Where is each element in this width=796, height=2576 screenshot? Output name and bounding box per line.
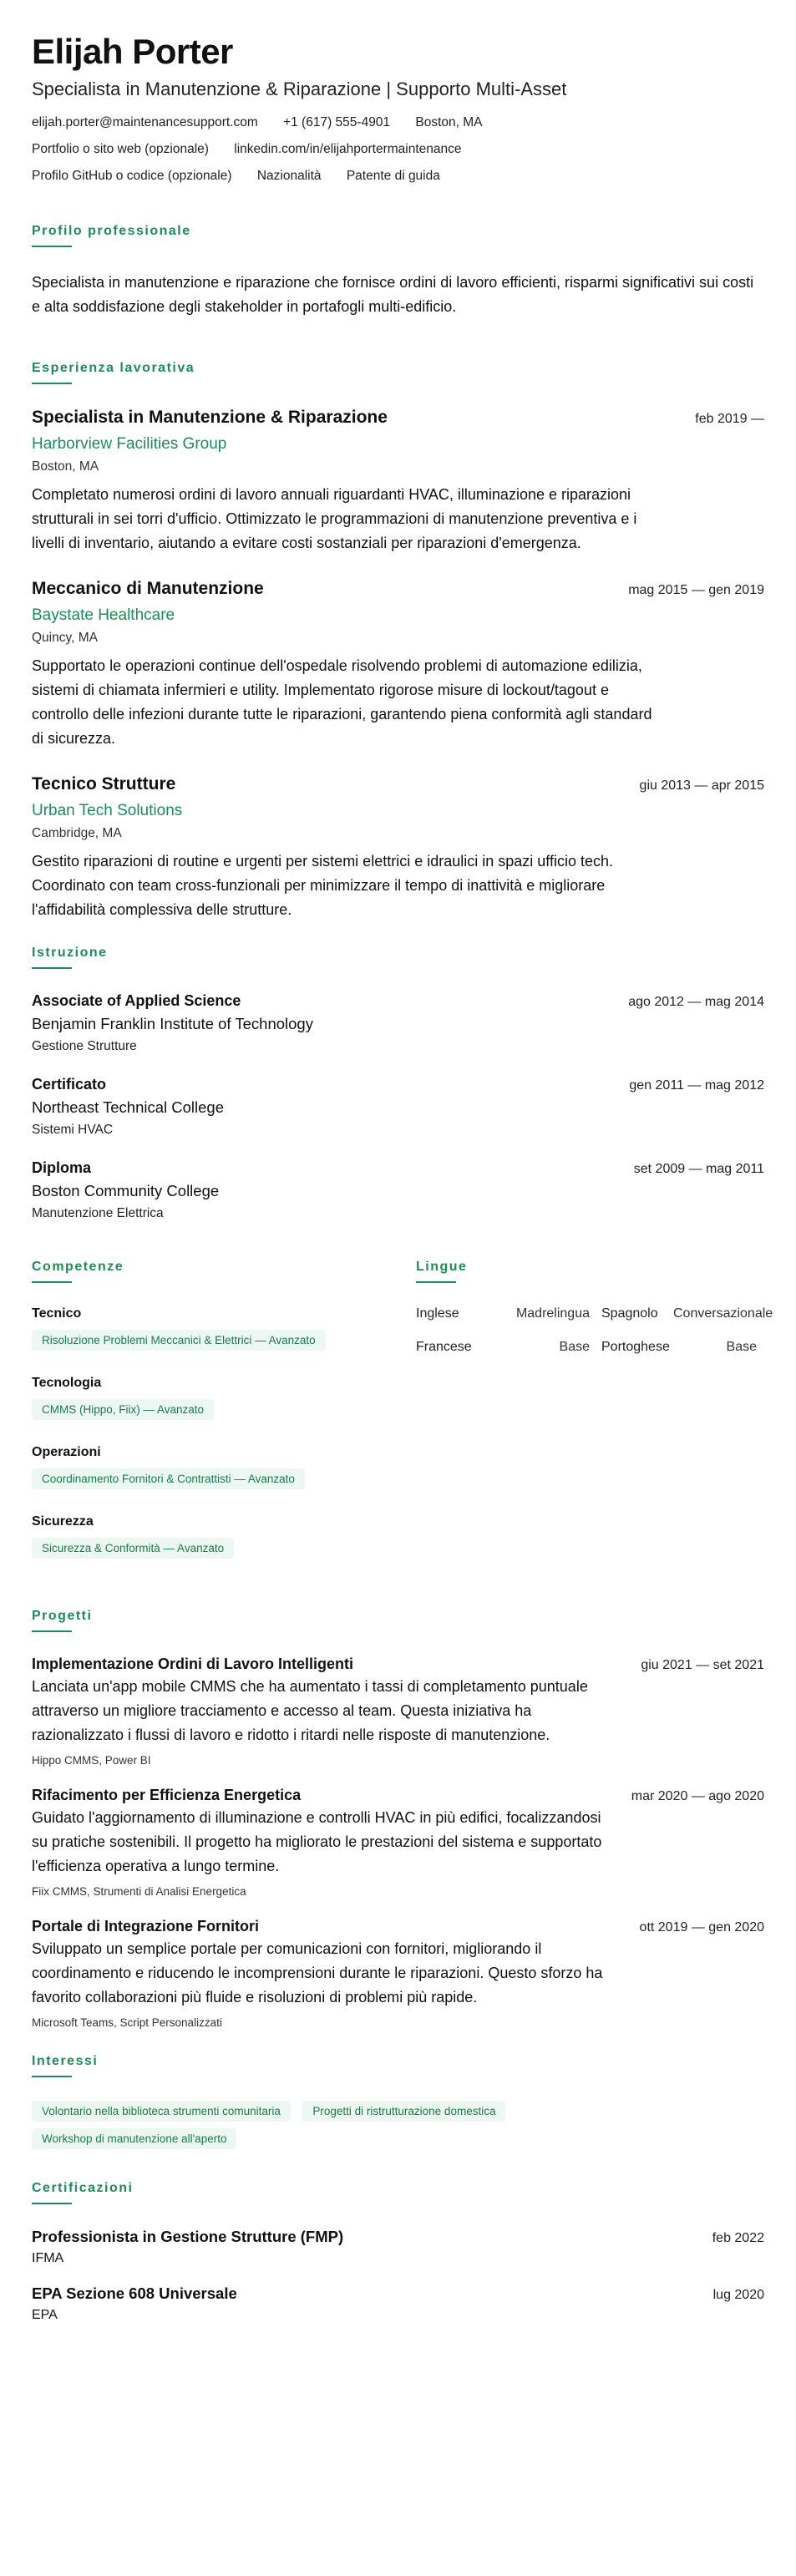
job-description: Supportato le operazioni continue dell'ospedale risolvendo problemi di automazione edilizia, sistemi di chiamata infermieri e utility. Implementato rigorose misure di lockout/tagout e controllo delle infezioni durante tutte le riparazioni, garantendo piena conformità agli standard di sicurezza.: [32, 657, 652, 747]
project-description: Sviluppato un semplice portale per comunicazioni con fornitori, migliorando il coordinamento e riducendo le incomprensioni durante le riparazioni. Questo sforzo ha favorito collaborazioni più fluide e risoluzioni di problemi più rapide.: [32, 1940, 603, 2006]
section-title-projects: Progetti: [32, 1609, 93, 1623]
language-name: Portoghese: [601, 1340, 670, 1354]
project-entry: [32, 1656, 764, 1767]
job-description: Gestito riparazioni di routine e urgenti per sistemi elettrici e idraulici in spazi ufficio tech. Coordinato con team cross-funzionali per minimizzare il tempo di inattività e migliorare l'affidabilità complessiva delle strutture.: [32, 853, 613, 918]
languages-grid: [416, 1306, 773, 1355]
contact-info: [32, 114, 764, 185]
school-name: Northeast Technical College: [32, 1098, 225, 1116]
project-description: Guidato l'aggiornamento di illuminazione e controlli HVAC in più edifici, focalizzandosi su pratiche sostenibili. Il progetto ha migliorato le prestazioni del sistema e supportato l'efficienza operativa a lungo termine.: [32, 1809, 602, 1874]
certification-org: EPA: [32, 2308, 58, 2322]
company-name: Urban Tech Solutions: [32, 802, 183, 819]
section-title-education: Istruzione: [32, 946, 108, 960]
job-date: mag 2015 — gen 2019: [628, 583, 764, 597]
phone-number: +1 (617) 555-4901: [283, 115, 391, 129]
project-description: Lanciata un'app mobile CMMS che ha aumentato i tassi di completamento puntuale attraverso un migliore tracciamento e accesso al team. Questa iniziativa ha razionalizzato i flussi di lavoro e ridotto i ritardi nelle risposte di manutenzione.: [32, 1678, 588, 1743]
section-divider: [32, 383, 72, 384]
skill-group: [32, 1514, 416, 1565]
skills-languages-row: [32, 1243, 773, 1584]
job-entry: [32, 579, 764, 751]
education-entry: [32, 1159, 764, 1221]
job-date: giu 2013 — apr 2015: [639, 778, 764, 793]
skill-category: Tecnologia: [32, 1376, 102, 1390]
field-of-study: Manutenzione Elettrica: [32, 1206, 164, 1220]
certification-date: feb 2022: [712, 2231, 764, 2245]
school-name: Boston Community College: [32, 1182, 220, 1199]
job-date: feb 2019 —: [695, 412, 764, 426]
job-description: Completato numerosi ordini di lavoro annuali riguardanti HVAC, illuminazione e riparazioni strutturali in sei torri d'ufficio. Ottimizzato le programmazioni di manutenzione preventiva e i livelli di inventario, aiutando a evitare costi sostanziali per riparazioni d'emergenza.: [32, 486, 637, 551]
job-location: Quincy, MA: [32, 631, 98, 645]
interest-tag: Workshop di manutenzione all'aperto: [32, 2128, 236, 2149]
job-location: Cambridge, MA: [32, 826, 122, 840]
job-title: Specialista in Manutenzione & Riparazione: [32, 408, 388, 427]
section-title-experience: Esperienza lavorativa: [32, 361, 195, 375]
job-title: Tecnico Strutture: [32, 774, 176, 794]
company-name: Baystate Healthcare: [32, 606, 175, 624]
section-title-languages: Lingue: [416, 1260, 468, 1274]
skill-tag: Risoluzione Problemi Meccanici & Elettrici — Avanzato: [32, 1330, 326, 1351]
education-entry: [32, 1076, 764, 1138]
section-divider: [32, 2076, 72, 2077]
driving-license: Patente di guida: [346, 169, 440, 183]
job-entry: [32, 774, 764, 922]
section-divider: [32, 2203, 72, 2204]
language-name: Francese: [416, 1340, 472, 1354]
language-name: Inglese: [416, 1306, 459, 1321]
skill-group: [32, 1376, 416, 1427]
project-tools: Fiix CMMS, Strumenti di Analisi Energetica: [32, 1885, 246, 1898]
language-level: Base: [726, 1340, 757, 1354]
certification-date: lug 2020: [712, 2288, 764, 2302]
section-divider: [32, 1630, 72, 1632]
job-entry: [32, 408, 764, 555]
section-divider: [32, 967, 72, 969]
language-name: Spagnolo: [601, 1306, 658, 1321]
section-divider: [32, 1281, 72, 1283]
education-entry: [32, 992, 764, 1054]
certification-org: IFMA: [32, 2251, 64, 2265]
language-level: Madrelingua: [515, 1306, 590, 1321]
project-date: ott 2019 — gen 2020: [639, 1920, 764, 1935]
project-title: Portale di Integrazione Fornitori: [32, 1918, 260, 1935]
education-date: ago 2012 — mag 2014: [628, 995, 764, 1009]
project-date: giu 2021 — set 2021: [641, 1658, 764, 1672]
interest-tag: Volontario nella biblioteca strumenti comunitaria: [32, 2101, 291, 2122]
section-title-skills: Competenze: [32, 1260, 124, 1274]
github-link[interactable]: Profilo GitHub o codice (opzionale): [32, 169, 232, 183]
project-title: Implementazione Ordini di Lavoro Intelligenti: [32, 1656, 354, 1672]
interests-tags: [32, 2101, 764, 2156]
language-level: Base: [559, 1340, 590, 1354]
certification-entry: [32, 2284, 764, 2323]
linkedin-link[interactable]: linkedin.com/in/elijahportermaintenance: [234, 142, 462, 156]
profile-summary: Specialista in manutenzione e riparazione che fornisce ordini di lavoro efficienti, risparmi significativi sui costi e alta soddisfazione degli stakeholder in portafogli multi-edificio.: [32, 274, 754, 315]
skill-tag: Sicurezza & Conformità — Avanzato: [32, 1538, 234, 1559]
section-title-profile: Profilo professionale: [32, 224, 191, 238]
interest-tag: Progetti di ristrutturazione domestica: [302, 2101, 505, 2122]
person-name: Elijah Porter: [32, 32, 233, 71]
project-tools: Hippo CMMS, Power BI: [32, 1754, 151, 1767]
project-entry: [32, 1787, 764, 1898]
company-name: Harborview Facilities Group: [32, 435, 227, 453]
project-entry: [32, 1918, 764, 2029]
section-divider: [32, 246, 72, 247]
certification-title: EPA Sezione 608 Universale: [32, 2284, 237, 2302]
skill-tag: Coordinamento Fornitori & Contrattisti — Avanzato: [32, 1468, 305, 1489]
email-link[interactable]: elijah.porter@maintenancesupport.com: [32, 115, 258, 129]
section-divider: [416, 1281, 456, 1283]
skill-category: Operazioni: [32, 1445, 101, 1459]
job-location: Boston, MA: [32, 459, 99, 474]
project-date: mar 2020 — ago 2020: [631, 1789, 764, 1803]
certification-title: Professionista in Gestione Strutture (FMP): [32, 2228, 344, 2245]
portfolio-link[interactable]: Portfolio o sito web (opzionale): [32, 142, 209, 156]
project-tools: Microsoft Teams, Script Personalizzati: [32, 2016, 222, 2029]
degree: Diploma: [32, 1159, 92, 1176]
language-level: Conversazionale: [673, 1306, 773, 1321]
skill-group: [32, 1306, 416, 1357]
skill-tag: CMMS (Hippo, Fiix) — Avanzato: [32, 1399, 214, 1420]
school-name: Benjamin Franklin Institute of Technology: [32, 1015, 313, 1032]
location: Boston, MA: [415, 115, 483, 129]
education-date: gen 2011 — mag 2012: [629, 1078, 764, 1093]
section-title-interests: Interessi: [32, 2054, 99, 2068]
certification-entry: [32, 2228, 764, 2266]
skill-category: Sicurezza: [32, 1514, 94, 1529]
headline: Specialista in Manutenzione & Riparazione | Supporto Multi-Asset: [32, 79, 567, 99]
nationality: Nazionalità: [256, 169, 322, 183]
degree: Associate of Applied Science: [32, 992, 241, 1009]
field-of-study: Gestione Strutture: [32, 1039, 137, 1053]
job-title: Meccanico di Manutenzione: [32, 579, 264, 598]
project-title: Rifacimento per Efficienza Energetica: [32, 1787, 302, 1803]
education-date: set 2009 — mag 2011: [633, 1162, 764, 1176]
skill-category: Tecnico: [32, 1306, 82, 1321]
skill-group: [32, 1445, 416, 1496]
field-of-study: Sistemi HVAC: [32, 1123, 114, 1137]
section-title-certifications: Certificazioni: [32, 2181, 134, 2195]
degree: Certificato: [32, 1076, 107, 1093]
